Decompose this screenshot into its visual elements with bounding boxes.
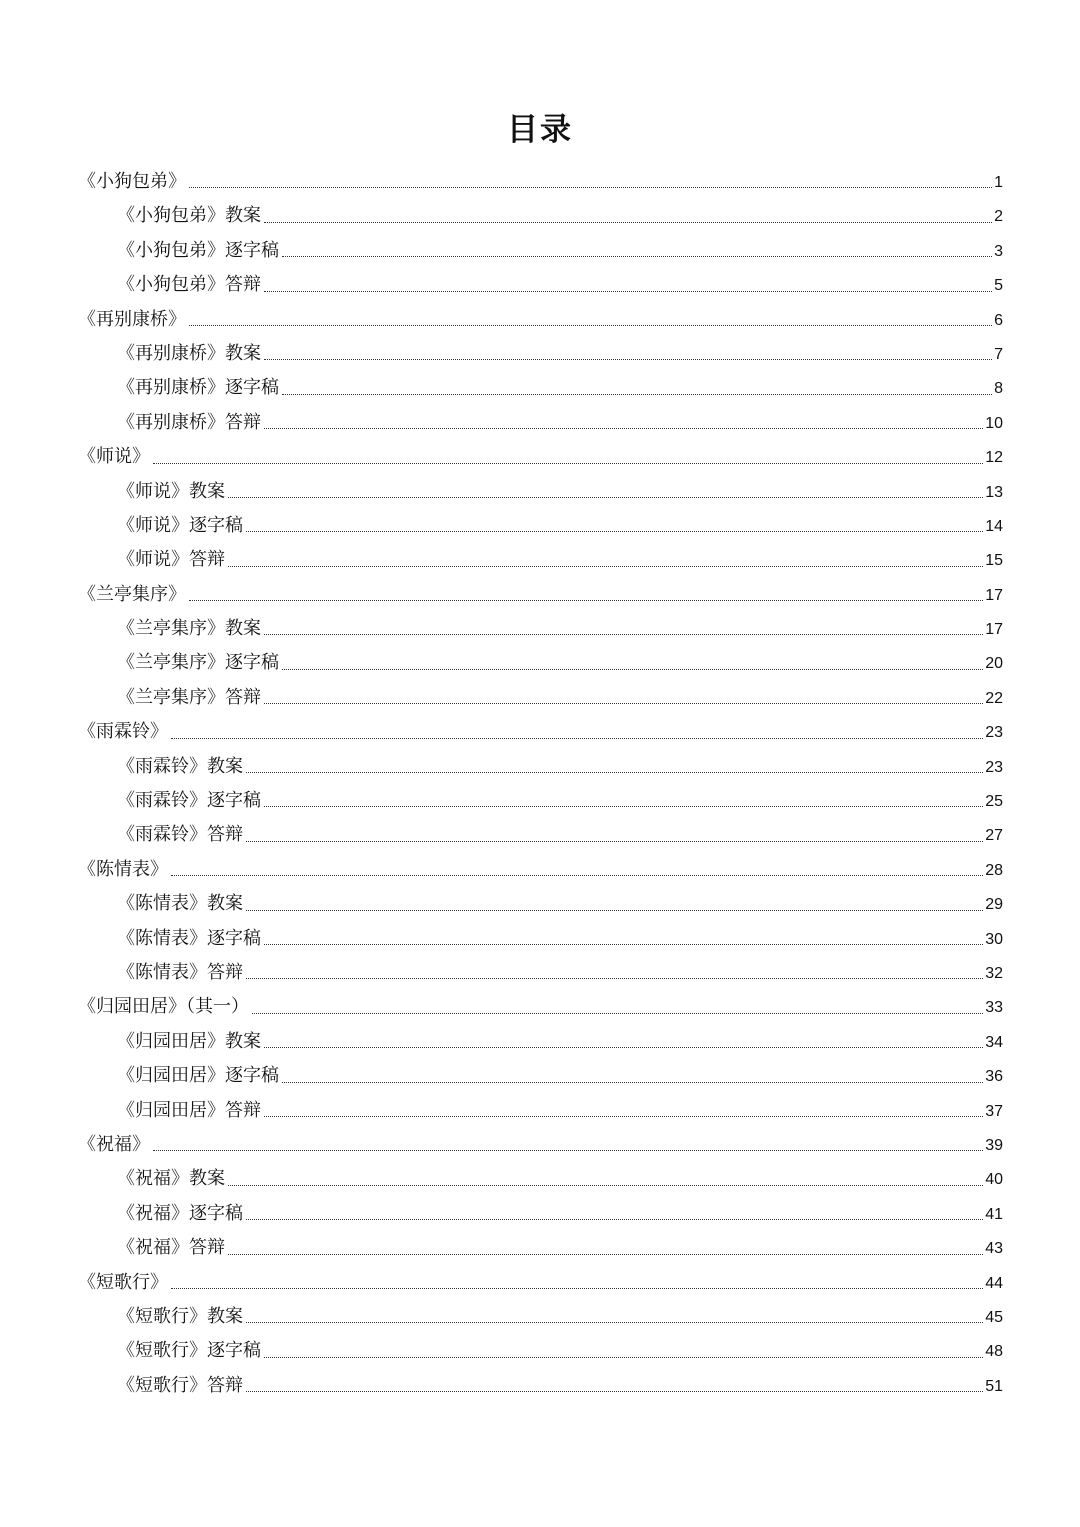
toc-page-number: 6 xyxy=(994,311,1003,329)
dot-leader xyxy=(228,496,983,498)
toc-entry-chapter[interactable] xyxy=(78,1266,1003,1300)
toc-entry-section[interactable] xyxy=(78,475,1003,509)
toc-entry-title: 《雨霖铃》教案 xyxy=(117,755,243,777)
toc-entry-title: 《祝福》逐字稿 xyxy=(117,1202,243,1224)
toc-entry-section[interactable] xyxy=(78,371,1003,405)
toc-entry-title: 《雨霖铃》答辩 xyxy=(117,824,243,846)
toc-entry-section[interactable] xyxy=(78,784,1003,818)
toc-page-number: 1 xyxy=(994,174,1003,191)
toc-page-number: 30 xyxy=(985,930,1003,948)
toc-page-number: 22 xyxy=(985,689,1003,707)
toc-entry-section[interactable] xyxy=(78,1300,1003,1334)
toc-page-number: 36 xyxy=(985,1068,1003,1086)
toc-entry-title: 《祝福》答辩 xyxy=(117,1237,225,1259)
dot-leader xyxy=(264,221,992,223)
toc-page-number: 15 xyxy=(985,552,1003,570)
toc-entry-title: 《陈情表》 xyxy=(78,858,168,880)
dot-leader xyxy=(189,324,992,326)
toc-entry-title: 《归园田居》答辩 xyxy=(117,1099,261,1121)
toc-entry-section[interactable] xyxy=(78,1231,1003,1265)
toc-page-number: 17 xyxy=(985,621,1003,639)
dot-leader xyxy=(246,909,983,911)
toc-page-number: 39 xyxy=(985,1136,1003,1154)
toc-entry-section[interactable] xyxy=(78,1025,1003,1059)
toc-entry-chapter[interactable] xyxy=(78,990,1003,1024)
toc-page-number: 14 xyxy=(985,517,1003,535)
toc-page-number: 34 xyxy=(985,1033,1003,1051)
toc-entry-title: 《小狗包弟》教案 xyxy=(117,205,261,227)
toc-entry-title: 《短歌行》教案 xyxy=(117,1305,243,1327)
toc-page-number: 13 xyxy=(985,483,1003,501)
toc-entry-title: 《师说》逐字稿 xyxy=(117,514,243,536)
toc-entry-section[interactable] xyxy=(78,1334,1003,1368)
toc-page-number: 28 xyxy=(985,861,1003,879)
toc-entry-section[interactable] xyxy=(78,750,1003,784)
dot-leader xyxy=(246,1321,983,1323)
toc-entry-title: 《祝福》 xyxy=(78,1133,150,1155)
toc-entry-title: 《短歌行》逐字稿 xyxy=(117,1340,261,1362)
toc-entry-title: 《归园田居》（其一） xyxy=(78,996,249,1018)
toc-page-number: 37 xyxy=(985,1102,1003,1120)
toc-entry-title: 《雨霖铃》逐字稿 xyxy=(117,790,261,812)
toc-page-number: 8 xyxy=(994,380,1003,398)
dot-leader xyxy=(246,1390,983,1392)
toc-entry-section[interactable] xyxy=(78,406,1003,440)
toc-page-number: 41 xyxy=(985,1205,1003,1223)
dot-leader xyxy=(264,702,983,704)
toc-entry-section[interactable] xyxy=(78,234,1003,268)
toc-entry-title: 《兰亭集序》答辩 xyxy=(117,686,261,708)
toc-entry-section[interactable] xyxy=(78,612,1003,646)
toc-page-number: 10 xyxy=(985,414,1003,432)
toc-page-number: 40 xyxy=(985,1171,1003,1189)
toc-entry-section[interactable] xyxy=(78,922,1003,956)
toc-page-number: 48 xyxy=(985,1343,1003,1361)
dot-leader xyxy=(153,1149,983,1151)
dot-leader xyxy=(228,565,983,567)
toc-page-number: 7 xyxy=(994,345,1003,363)
toc-entry-section[interactable] xyxy=(78,1197,1003,1231)
toc-page-number: 23 xyxy=(985,758,1003,776)
toc-entry-title: 《再别康桥》 xyxy=(78,308,186,330)
toc-entry-section[interactable] xyxy=(78,543,1003,577)
dot-leader xyxy=(246,1218,983,1220)
toc-entry-title: 《小狗包弟》答辩 xyxy=(117,274,261,296)
toc-entry-section[interactable] xyxy=(78,1162,1003,1196)
toc-page-number: 3 xyxy=(994,242,1003,260)
table-of-contents xyxy=(78,165,1003,1403)
dot-leader xyxy=(264,1046,983,1048)
dot-leader xyxy=(282,255,992,257)
page-title: 目录 xyxy=(507,112,573,148)
toc-entry-title: 《陈情表》答辩 xyxy=(117,961,243,983)
dot-leader xyxy=(264,358,992,360)
toc-entry-section[interactable] xyxy=(78,818,1003,852)
dot-leader xyxy=(282,393,992,395)
dot-leader xyxy=(282,668,983,670)
toc-entry-section[interactable] xyxy=(78,646,1003,680)
dot-leader xyxy=(171,1287,983,1289)
toc-entry-title: 《师说》教案 xyxy=(117,480,225,502)
toc-entry-title: 《再别康桥》逐字稿 xyxy=(117,377,279,399)
toc-entry-title: 《再别康桥》教案 xyxy=(117,342,261,364)
toc-entry-title: 《兰亭集序》逐字稿 xyxy=(117,652,279,674)
toc-page-number: 29 xyxy=(985,896,1003,914)
toc-page-number: 12 xyxy=(985,449,1003,467)
dot-leader xyxy=(228,1253,983,1255)
toc-page-number: 2 xyxy=(994,208,1003,226)
toc-page-number: 20 xyxy=(985,655,1003,673)
toc-entry-title: 《归园田居》逐字稿 xyxy=(117,1065,279,1087)
toc-page-number: 51 xyxy=(985,1377,1003,1395)
toc-entry-title: 《祝福》教案 xyxy=(117,1168,225,1190)
toc-page-number: 27 xyxy=(985,827,1003,845)
toc-entry-chapter[interactable] xyxy=(78,715,1003,749)
toc-entry-section[interactable] xyxy=(78,1059,1003,1093)
dot-leader xyxy=(246,530,983,532)
toc-entry-title: 《兰亭集序》教案 xyxy=(117,618,261,640)
toc-page-number: 23 xyxy=(985,724,1003,742)
toc-entry-section[interactable] xyxy=(78,681,1003,715)
dot-leader xyxy=(264,1115,983,1117)
dot-leader xyxy=(264,427,983,429)
dot-leader xyxy=(264,290,992,292)
toc-page-number: 25 xyxy=(985,793,1003,811)
dot-leader xyxy=(246,977,983,979)
dot-leader xyxy=(264,943,983,945)
dot-leader xyxy=(252,1012,983,1014)
toc-entry-chapter[interactable] xyxy=(78,303,1003,337)
dot-leader xyxy=(282,1081,983,1083)
dot-leader xyxy=(264,1356,983,1358)
toc-entry-title: 《小狗包弟》逐字稿 xyxy=(117,239,279,261)
toc-page-number: 32 xyxy=(985,964,1003,982)
toc-entry-section[interactable] xyxy=(78,509,1003,543)
dot-leader xyxy=(228,1184,983,1186)
toc-entry-section[interactable] xyxy=(78,956,1003,990)
toc-entry-title: 《兰亭集序》 xyxy=(78,583,186,605)
toc-entry-section[interactable] xyxy=(78,1094,1003,1128)
dot-leader xyxy=(264,805,983,807)
toc-entry-chapter[interactable] xyxy=(78,1128,1003,1162)
toc-page-number: 5 xyxy=(994,277,1003,295)
toc-entry-title: 《师说》答辩 xyxy=(117,549,225,571)
toc-entry-section[interactable] xyxy=(78,199,1003,233)
toc-entry-title: 《再别康桥》答辩 xyxy=(117,411,261,433)
toc-page-number: 17 xyxy=(985,586,1003,604)
toc-entry-section[interactable] xyxy=(78,268,1003,302)
toc-entry-section[interactable] xyxy=(78,337,1003,371)
toc-entry-chapter[interactable] xyxy=(78,578,1003,612)
toc-entry-chapter[interactable] xyxy=(78,440,1003,474)
toc-entry-section[interactable] xyxy=(78,1369,1003,1403)
dot-leader xyxy=(171,737,983,739)
toc-entry-title: 《陈情表》逐字稿 xyxy=(117,927,261,949)
dot-leader xyxy=(246,771,983,773)
dot-leader xyxy=(246,840,983,842)
toc-entry-title: 《归园田居》教案 xyxy=(117,1030,261,1052)
toc-entry-title: 《短歌行》 xyxy=(78,1271,168,1293)
toc-entry-title: 《小狗包弟》 xyxy=(78,171,186,192)
toc-page-number: 45 xyxy=(985,1308,1003,1326)
dot-leader xyxy=(153,462,983,464)
dot-leader xyxy=(189,599,983,601)
toc-entry-title: 《短歌行》答辩 xyxy=(117,1374,243,1396)
dot-leader xyxy=(189,186,992,188)
toc-entry-chapter[interactable] xyxy=(78,853,1003,887)
toc-page-number: 33 xyxy=(985,999,1003,1017)
toc-entry-chapter[interactable] xyxy=(78,165,1003,199)
toc-entry-title: 《陈情表》教案 xyxy=(117,893,243,915)
toc-page-number: 44 xyxy=(985,1274,1003,1292)
dot-leader xyxy=(171,874,983,876)
dot-leader xyxy=(264,633,983,635)
toc-entry-title: 《师说》 xyxy=(78,446,150,468)
toc-entry-section[interactable] xyxy=(78,887,1003,921)
toc-entry-title: 《雨霖铃》 xyxy=(78,721,168,743)
toc-page-number: 43 xyxy=(985,1240,1003,1258)
